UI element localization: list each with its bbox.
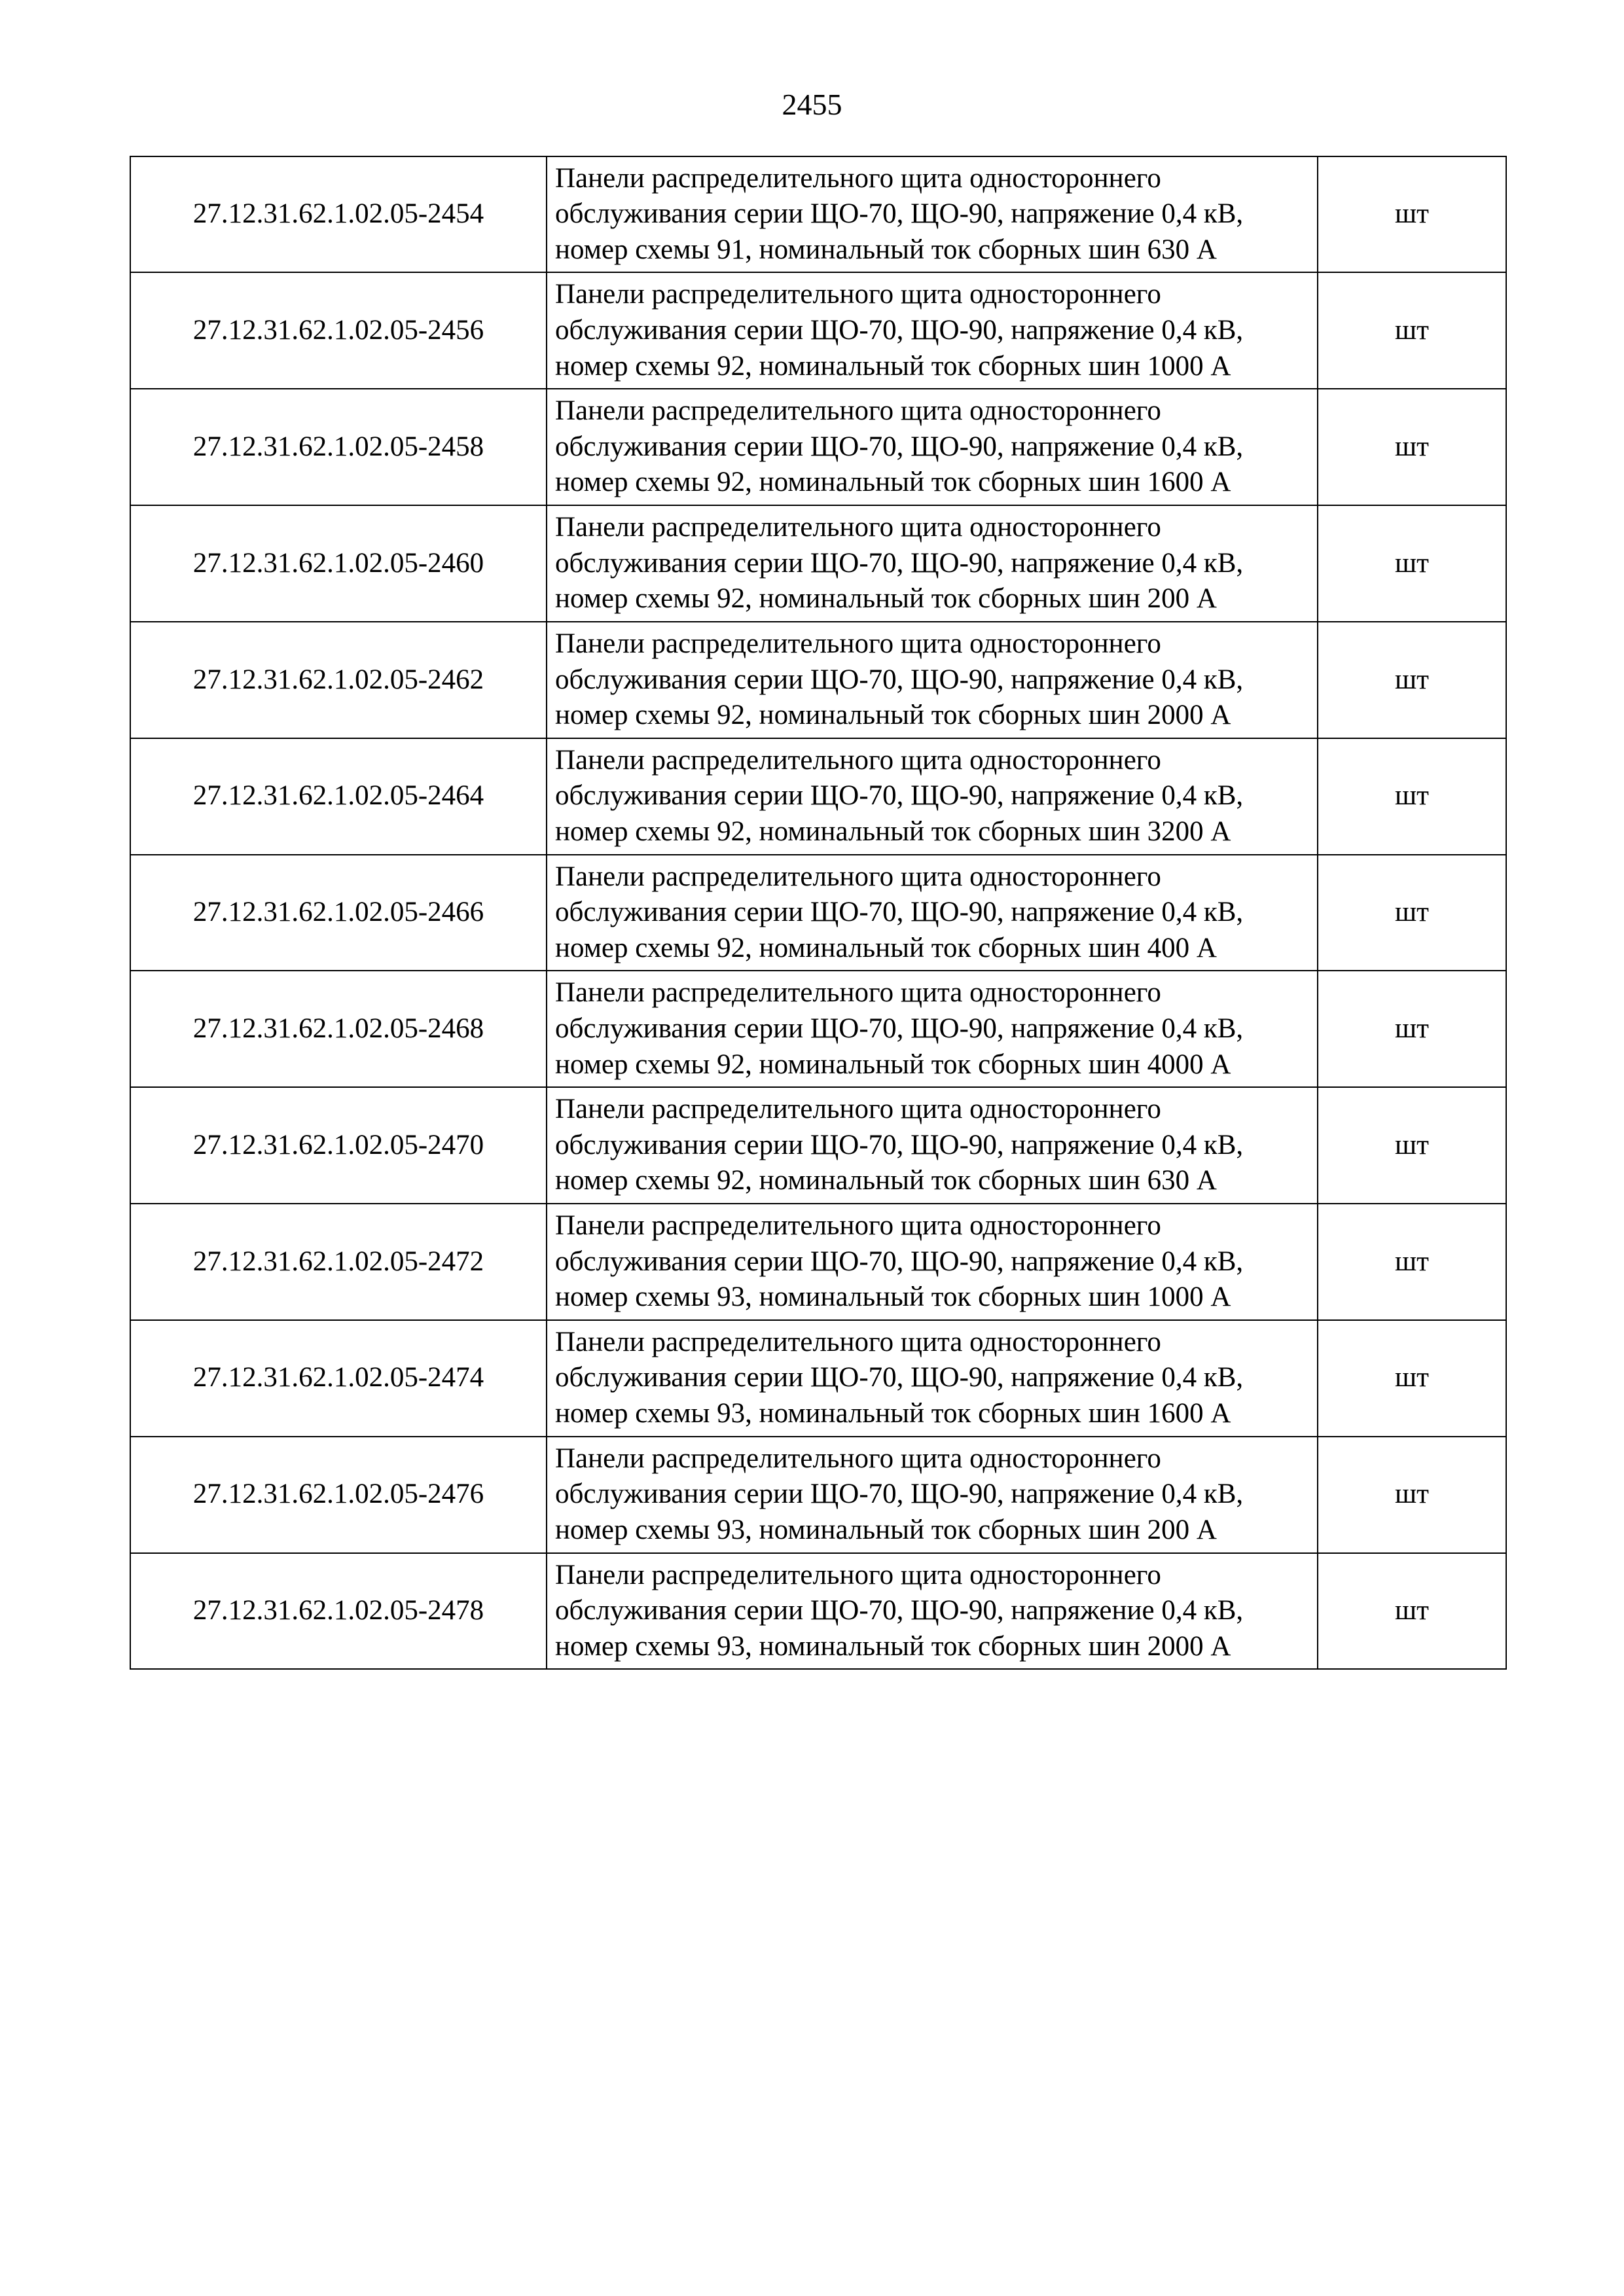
unit-cell: шт — [1318, 389, 1506, 505]
description-cell: Панели распределительного щита одностороннего обслуживания серии ЩО-70, ЩО-90, напряжение 0,4 кВ, номер схемы 91, номинальный ток сборных шин 630 А — [547, 156, 1318, 273]
unit-cell: шт — [1318, 272, 1506, 389]
code-cell: 27.12.31.62.1.02.05-2478 — [130, 1553, 547, 1670]
unit-cell: шт — [1318, 971, 1506, 1087]
table-row — [130, 855, 1506, 971]
table-row — [130, 156, 1506, 273]
table-row — [130, 1087, 1506, 1204]
code-cell: 27.12.31.62.1.02.05-2462 — [130, 622, 547, 738]
unit-cell: шт — [1318, 1087, 1506, 1204]
unit-cell: шт — [1318, 622, 1506, 738]
table-row — [130, 1437, 1506, 1553]
code-cell: 27.12.31.62.1.02.05-2466 — [130, 855, 547, 971]
items-table — [130, 156, 1507, 1670]
code-cell: 27.12.31.62.1.02.05-2456 — [130, 272, 547, 389]
code-cell: 27.12.31.62.1.02.05-2470 — [130, 1087, 547, 1204]
table-row — [130, 389, 1506, 505]
code-cell: 27.12.31.62.1.02.05-2474 — [130, 1320, 547, 1437]
description-cell: Панели распределительного щита одностороннего обслуживания серии ЩО-70, ЩО-90, напряжение 0,4 кВ, номер схемы 93, номинальный ток сборных шин 2000 А — [547, 1553, 1318, 1670]
unit-cell: шт — [1318, 1437, 1506, 1553]
description-cell: Панели распределительного щита одностороннего обслуживания серии ЩО-70, ЩО-90, напряжение 0,4 кВ, номер схемы 92, номинальный ток сборных шин 2000 А — [547, 622, 1318, 738]
description-cell: Панели распределительного щита одностороннего обслуживания серии ЩО-70, ЩО-90, напряжение 0,4 кВ, номер схемы 92, номинальный ток сборных шин 630 А — [547, 1087, 1318, 1204]
description-cell: Панели распределительного щита одностороннего обслуживания серии ЩО-70, ЩО-90, напряжение 0,4 кВ, номер схемы 93, номинальный ток сборных шин 1000 А — [547, 1204, 1318, 1320]
page-number: 2455 — [782, 88, 842, 121]
code-cell: 27.12.31.62.1.02.05-2460 — [130, 505, 547, 622]
unit-cell: шт — [1318, 1204, 1506, 1320]
description-cell: Панели распределительного щита одностороннего обслуживания серии ЩО-70, ЩО-90, напряжение 0,4 кВ, номер схемы 92, номинальный ток сборных шин 200 А — [547, 505, 1318, 622]
unit-cell: шт — [1318, 855, 1506, 971]
unit-cell: шт — [1318, 1320, 1506, 1437]
description-cell: Панели распределительного щита одностороннего обслуживания серии ЩО-70, ЩО-90, напряжение 0,4 кВ, номер схемы 92, номинальный ток сборных шин 400 А — [547, 855, 1318, 971]
items-table-body — [130, 156, 1506, 1670]
unit-cell: шт — [1318, 156, 1506, 273]
code-cell: 27.12.31.62.1.02.05-2458 — [130, 389, 547, 505]
table-row — [130, 1553, 1506, 1670]
table-row — [130, 738, 1506, 855]
description-cell: Панели распределительного щита одностороннего обслуживания серии ЩО-70, ЩО-90, напряжение 0,4 кВ, номер схемы 92, номинальный ток сборных шин 3200 А — [547, 738, 1318, 855]
unit-cell: шт — [1318, 738, 1506, 855]
code-cell: 27.12.31.62.1.02.05-2472 — [130, 1204, 547, 1320]
description-cell: Панели распределительного щита одностороннего обслуживания серии ЩО-70, ЩО-90, напряжение 0,4 кВ, номер схемы 92, номинальный ток сборных шин 4000 А — [547, 971, 1318, 1087]
table-row — [130, 971, 1506, 1087]
table-row — [130, 1320, 1506, 1437]
description-cell: Панели распределительного щита одностороннего обслуживания серии ЩО-70, ЩО-90, напряжение 0,4 кВ, номер схемы 93, номинальный ток сборных шин 200 А — [547, 1437, 1318, 1553]
description-cell: Панели распределительного щита одностороннего обслуживания серии ЩО-70, ЩО-90, напряжение 0,4 кВ, номер схемы 92, номинальный ток сборных шин 1600 А — [547, 389, 1318, 505]
code-cell: 27.12.31.62.1.02.05-2476 — [130, 1437, 547, 1553]
code-cell: 27.12.31.62.1.02.05-2454 — [130, 156, 547, 273]
unit-cell: шт — [1318, 505, 1506, 622]
code-cell: 27.12.31.62.1.02.05-2464 — [130, 738, 547, 855]
table-row — [130, 622, 1506, 738]
table-row — [130, 505, 1506, 622]
unit-cell: шт — [1318, 1553, 1506, 1670]
code-cell: 27.12.31.62.1.02.05-2468 — [130, 971, 547, 1087]
table-row — [130, 272, 1506, 389]
table-row — [130, 1204, 1506, 1320]
description-cell: Панели распределительного щита одностороннего обслуживания серии ЩО-70, ЩО-90, напряжение 0,4 кВ, номер схемы 93, номинальный ток сборных шин 1600 А — [547, 1320, 1318, 1437]
description-cell: Панели распределительного щита одностороннего обслуживания серии ЩО-70, ЩО-90, напряжение 0,4 кВ, номер схемы 92, номинальный ток сборных шин 1000 А — [547, 272, 1318, 389]
